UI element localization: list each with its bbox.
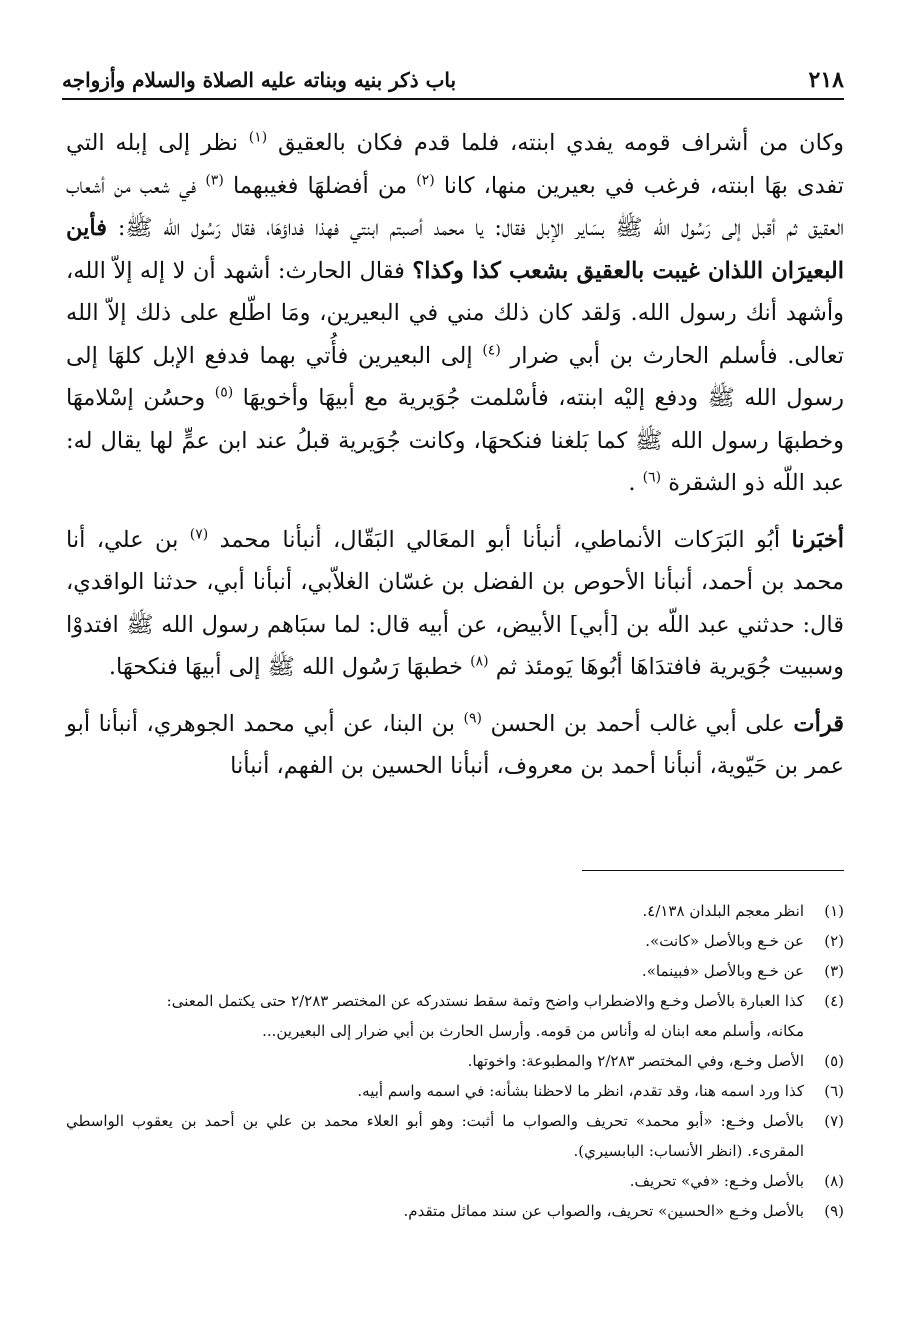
footnote-number: (٧) (824, 1112, 844, 1130)
footnote-7 (66, 1106, 844, 1166)
footnote-number: (٨) (824, 1172, 844, 1190)
footnotes (66, 896, 844, 1226)
footnote-ref: (٦) (642, 469, 662, 486)
footnote-number: (٢) (824, 932, 844, 950)
footnote-1 (66, 896, 844, 926)
text-segment: فقال الحارث: أشهد أن لا إله إلاّ الله، وأشهد أنك رسول الله. وَلقد كان ذلك مني في البعيرين، ومَا اطّلع على ذلك إلاّ الله تعالى. فأسلم الحارث بن أبي ضرار (66, 257, 845, 369)
footnote-number: (٦) (824, 1082, 844, 1100)
footnote-text: بالأصل وخـع «الحسين» تحريف، والصواب عن سند مماثل متقدم. (403, 1202, 804, 1220)
footnote-divider (582, 870, 844, 871)
text-segment: وحسُن إسْلامهَا وخطبهَا رسول الله ﷺ كما بَلغنا فنكحهَا، وكانت جُوَيرية قبلُ عند ابن عمٍّ لها يقال له: عبد اللّه ذو الشقرة (66, 385, 844, 496)
paragraph-2 (66, 519, 844, 689)
footnote-ref: (١) (248, 129, 268, 146)
footnote-text: انظر معجم البلدان ٤/١٣٨. (642, 902, 804, 920)
footnote-ref: (٣) (205, 172, 224, 188)
footnote-ref: (٩) (463, 710, 482, 726)
bold-quote: فأين البعيرَان اللذان غيبت بالعقيق بشعب كذا وكذا؟ (66, 215, 844, 284)
text-segment: بن البنا، عن أبي محمد الجوهري، أنبأنا أبو عمر بن حَيّوية، أنبأنا أحمد بن معروف، أنبأنا الحسين بن الفهم، أنبأنا (66, 710, 844, 779)
paragraph-lead-word: أخبَرنا (791, 526, 845, 553)
footnote-2 (66, 926, 844, 956)
footnote-6 (66, 1076, 844, 1106)
footnote-text: بالأصل وخـع: «في» تحريف. (629, 1172, 804, 1190)
footnote-ref: (٢) (416, 172, 435, 188)
text-segment: من أفضلهَا فغيبهما (232, 172, 408, 199)
footnote-5 (66, 1046, 844, 1076)
footnote-number: (٤) (824, 992, 844, 1010)
text-segment: على أبي غالب أحمد بن الحسن (490, 710, 785, 737)
footnote-text: عن خـع وبالأصل «كانت». (645, 932, 804, 950)
footnote-ref: (٤) (482, 342, 501, 358)
text-segment: بن علي، أنا محمد بن أحمد، أنبأنا الأحوص بن الفضل بن غسّان الغلاّبي، أنبأنا أبي، حدثنا الواقدي، قال: حدثني عبد اللّه بن [أبي] الأبيض، عن أبيه قال: لما سبَاهم رسول الله ﷺ افتدوْا وسبيت جُوَيرية فافتدَاهَا أبُوهَا يَومئذ ثم (66, 526, 844, 680)
running-title: باب ذكر بنيه وبناته عليه الصلاة والسلام وأزواجه (62, 68, 457, 92)
text-segment: وكان من أشراف قومه يفدي ابنته، فلما قدم فكان بالعقيق (278, 130, 845, 156)
text-segment: أبُو البَرَكات الأنماطي، أنبأنا أبو المعَالي البَقّال، أنبأنا محمد (219, 526, 781, 553)
footnote-number: (٥) (824, 1052, 844, 1070)
footnote-number: (٣) (824, 962, 844, 980)
footnote-number: (٩) (824, 1202, 844, 1220)
footnote-4 (66, 986, 844, 1016)
text-segment: نظر إلى إبله التي تفدى بهَا ابنته، فرغب في بعيرين منها، كانا (66, 130, 845, 199)
footnote-text: الأصل وخـع، وفي المختصر ٢/٢٨٣ والمطبوعة: واخوتها. (467, 1052, 804, 1070)
footnote-3 (66, 956, 844, 986)
text-segment: في شعب من أشعاب العقيق ثم أقبل إلى رَسُول الله ﷺ بسَاير الإبل فقال: يا محمد أصبتم ابنتي فهذا فداؤهَا، فقال رَسُول الله ﷺ: (66, 172, 844, 241)
page-number: ٢١٨ (808, 67, 844, 93)
main-text (66, 122, 844, 788)
text-segment: خطبهَا رَسُول الله ﷺ إلى أبيهَا فنكحهَا. (108, 654, 463, 680)
footnote-text: كذا ورد اسمه هنا، وقد تقدم، انظر ما لاحظنا بشأنه: في اسمه واسم أبيه. (357, 1082, 804, 1100)
footnote-number: (١) (824, 902, 844, 920)
paragraph-lead-word: قرأت (793, 710, 845, 737)
text-segment: إلى البعيرين فأُتي بهما فدفع الإبل كلهَا إلى رسول الله ﷺ ودفع إليْه ابنته، فأسْلمت جُوَيرية مع أبيهَا وأخويهَا (66, 342, 845, 411)
footnote-8 (66, 1166, 844, 1196)
footnote-text: كذا العبارة بالأصل وخـع والاضطراب واضح وثمة سقط نستدركه عن المختصر ٢/٢٨٣ حتى يكتمل المعنى: (166, 992, 804, 1010)
footnote-4-quote: مكانه، وأسلم معه ابنان له وأناس من قومه. وأرسل الحارث بن أبي ضرار إلى البعيرين... (262, 1022, 804, 1040)
footnote-ref: (٧) (189, 526, 209, 542)
footnote-text: بالأصل وخـع: «أبو محمد» تحريف والصواب ما أثبت: وهو أبو العلاء محمد بن علي بن أحمد بن يعقوب الواسطي المقرىء. (انظر الأنساب: البابسيري). (66, 1112, 804, 1160)
footnote-ref: (٨) (470, 653, 489, 670)
paragraph-1 (66, 122, 844, 505)
text-segment: . (628, 470, 636, 496)
page-header (62, 62, 844, 100)
footnote-9 (66, 1196, 844, 1226)
footnote-text: عن خـع وبالأصل «فبينما». (641, 962, 804, 980)
footnote-ref: (٥) (214, 384, 234, 401)
paragraph-3 (66, 703, 844, 788)
